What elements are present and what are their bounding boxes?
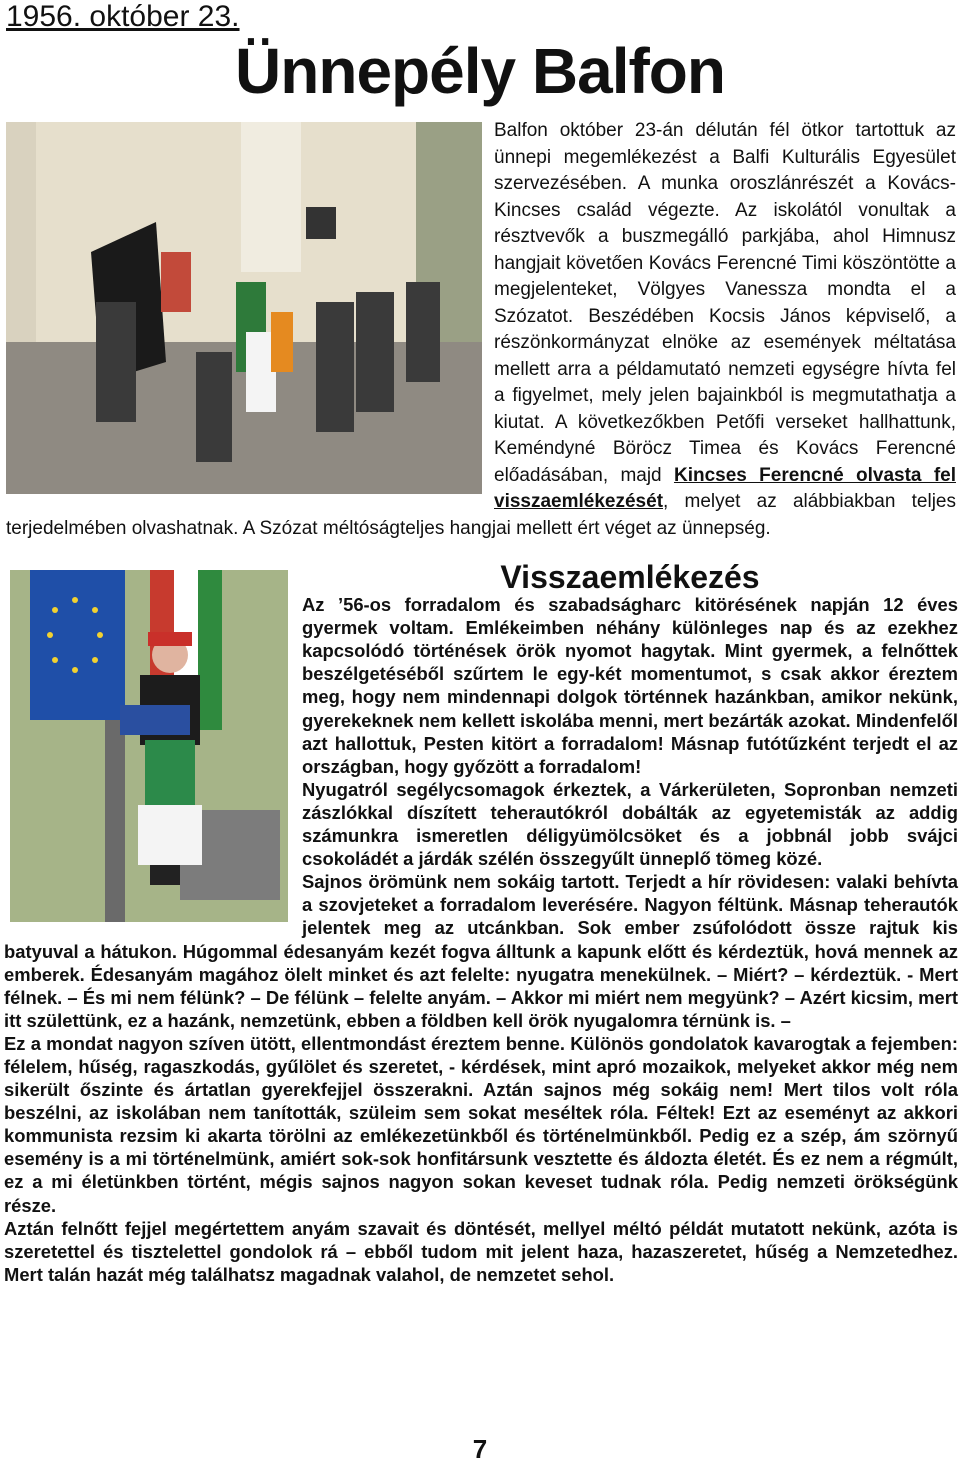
article-title: Ünnepély Balfon bbox=[235, 35, 725, 107]
page-number: 7 bbox=[472, 1434, 488, 1464]
memoir-link[interactable]: Kincses Ferencné olvasta fel visszaemlékezését bbox=[494, 464, 956, 512]
procession-photo bbox=[6, 122, 482, 494]
memoir-paragraph-2: Nyugatról segélycsomagok érkeztek, a Várkerületen, Sopronban nemzeti zászlókkal díszített teherautókról dobálták az egyetemisták az addig számunkra ismeretlen déligyümölcsöket és a jobbnál jobb svájci csokoládét a járdák szélén összegyűlt ünneplő tömeg közé. bbox=[302, 778, 958, 870]
intro-paragraph bbox=[6, 118, 956, 542]
issue-date: 1956. október 23. bbox=[6, 0, 240, 33]
memoir-paragraph-4: Ez a mondat nagyon szíven ütött, ellentmondást éreztem benne. Különös gondolatok kavarogtak a fejemben: félelem, hűség, ragaszkodás, gyűlölet és szeretet, - kérdések, mint apró mozaikok, melyeket akkor még nem sikerült őszinte és ártatlan gyerekfejjel összerakni. Aztán sajnos még sokáig nem! Mert tilos volt róla beszélni, az iskolában nem tanították, szüleim sem sokat meséltek róla. Féltek! Ezt az eseményt az akkori kommunista rezsim ki akarta törölni az emlékezetünkből és történelmünkből. Pedig ez a szép, ám szörnyű esemény is a mi történelmünk, amiért sok-sok honfitársunk vesztette és áldozta életét. És ez nem a régmúlt, ez a mi életünkben történt, mégis sajnos nagyon sokan keveset tudnak róla. Pedig nemzeti örökségünk része. bbox=[4, 1032, 958, 1216]
intro-text-end: , melyet az alábbiakban teljes terjedelmében olvashatnak. A Szózat méltóságteljes hangjai mellett ért véget az ünnepség. bbox=[6, 491, 956, 539]
intro-text: Balfon október 23-án délután fél ötkor tartottuk az ünnepi megemlékezést a Balfi Kulturális Egyesület szervezésében. A munka oroszlánrészét a Kovács-Kincses család végezte. Az iskolától vonultak a résztvevők a buszmegálló parkjába, ahol Himnusz hangjait követően Kovács Ferencné Timi köszöntötte a megjelenteket, Völgyes Vanessza mondta el a Szózatot. Beszédében Kocsis János képviselő, a részönkormányzat elnöke az események méltatása mellett arra a példamutató nemzeti egységre hívta fel a figyelmet, mely jelen bajainkból is megmutathatja a kiutat. A következőkben Petőfi verseket hallhattunk, Keméndyné Böröcz Timea és Kovács Ferencné előadásában, majd bbox=[494, 120, 956, 486]
memoir-paragraph-5: Aztán felnőtt fejjel megértettem anyám szavait és döntését, mellyel méltó példát mutatott nekünk, azóta is szeretettel és tisztelettel gondolok rá – ebből tudom mit jelent haza, hazaszeretet, hűség a Nemzetedhez. Mert talán hazát még találhatsz magadnak valahol, de nemzetet sehol. bbox=[4, 1217, 958, 1285]
memoir-heading: Visszaemlékezés bbox=[500, 559, 760, 595]
memoir-paragraph-1: Az ’56-os forradalom és szabadságharc kitörésének napján 12 éves gyermek voltam. Emlékeimben néhány különleges nap és az ezekhez kapcsolódó történések örök nyomot hagytak. Mint gyermek, a felnőttek beszélgetéséből szűrtem le egy-két momentumot, s csak akkor éreztem meg, hogy nem mindennapi dolgok történnek hazánkban, amikor nekünk, gyerekeknek nem kellett iskolába menni, mert bezárták azokat. Mindenfelől azt hallottuk, Pesten kitört a forradalom! Másnap futótűzként terjedt el az országban, hogy győzött a forradalom! bbox=[302, 594, 958, 777]
memoir-paragraph-3: Sajnos örömünk nem sokáig tartott. Terjedt a hír rövidesen: valaki behívta a szovjeteket a forradalom leverésére. Nagyon féltünk. Másnap teherautók jelentek meg az utcánkban. Sok ember zsúfolódott össze rajtuk kis batyuval a hátukon. Húgommal édesanyám kezét fogva álltunk a kapunk előtt és kérdeztük, hová mennek az emberek. Édesanyám magához ölelt minket és azt felelte: nyugatra menekülnek. – Miért? – kérdeztük. - Mert félnek. – És mi nem félünk? – De félünk – felelte anyám. – Akkor mi miért nem megyünk? – Azért kicsim, mert itt születtünk, ez a hazánk, nemzetünk, ebben a földben kell örök nyugalomra térnünk is. – bbox=[4, 871, 958, 1031]
speaker-photo bbox=[10, 570, 288, 922]
memoir-section bbox=[4, 559, 958, 1286]
